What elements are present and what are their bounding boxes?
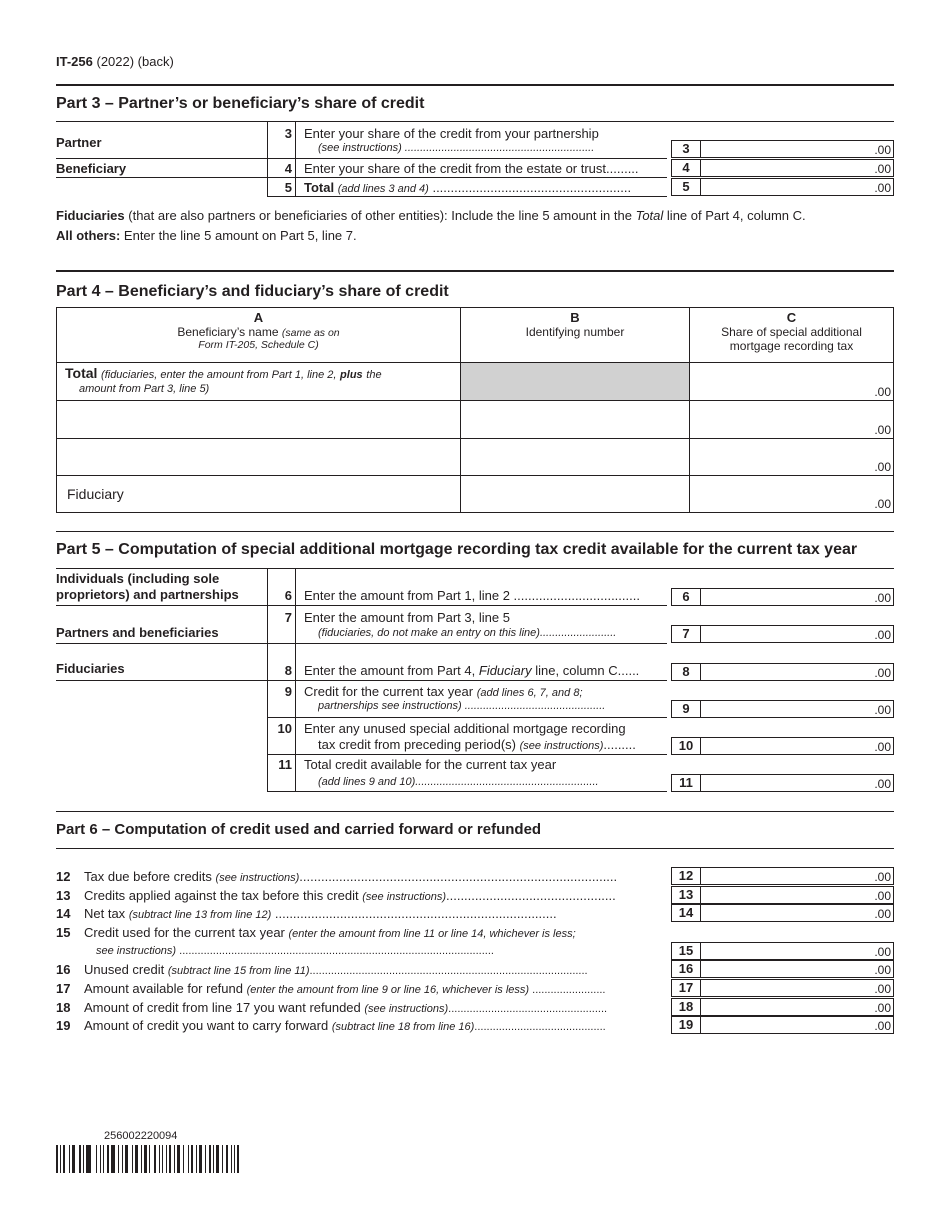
line-text: Unused credit [84, 962, 165, 977]
line-7-sub: (fiduciaries, do not make an entry on this line)......................... [318, 627, 617, 639]
line-text: Amount of credit you want to carry forward [84, 1018, 329, 1033]
leader-dots: .................................................... [448, 1003, 608, 1015]
divider [267, 196, 667, 197]
total-label: Total [65, 365, 98, 381]
note-text: Enter the line 5 amount on Part 5, line 7. [123, 228, 357, 243]
line-17-amount-field[interactable] [671, 979, 894, 997]
line-3-amount-field[interactable] [671, 140, 894, 158]
line-number: 10 [277, 721, 292, 736]
line-7-amount-field[interactable] [671, 625, 894, 643]
amount-cents: .00 [874, 889, 891, 903]
leader-dots: ......... [603, 737, 636, 752]
leader-dots: .............................................................................. [271, 906, 557, 921]
line-number: 15 [56, 925, 71, 940]
fiduciaries-note [56, 208, 806, 223]
column-label: mortgage recording tax [729, 339, 854, 353]
line-italic: (enter the amount from line 9 or line 16, whichever is less) [246, 984, 530, 996]
line-4-text: Enter your share of the credit from the estate or trust......... [304, 161, 639, 176]
line-italic: (add lines 6, 7, and 8; [476, 687, 583, 699]
amount-cents: .00 [874, 1001, 891, 1015]
beneficiary-label: Beneficiary [56, 161, 127, 176]
column-a-header [56, 307, 461, 363]
beneficiary-name-field[interactable] [56, 438, 461, 476]
amount-cents: .00 [874, 143, 891, 157]
leader-dots: ............................................... [446, 888, 616, 903]
fiduciary-label: Fiduciary [67, 486, 124, 502]
line-16-text [84, 962, 665, 977]
column-letter: A [253, 310, 264, 325]
column-b-header [460, 307, 690, 363]
line-7-text: Enter the amount from Part 3, line 5 [304, 610, 510, 625]
total-label: Total [304, 180, 335, 195]
box-number: 19 [672, 1017, 701, 1033]
column-label: Beneficiary’s name [177, 325, 279, 339]
line-12-amount-field[interactable] [671, 867, 894, 885]
line-number: 5 [284, 180, 292, 195]
line-3-text: Enter your share of the credit from your partnership [304, 126, 599, 141]
line-number: 13 [56, 888, 71, 903]
line-italic: (see instructions) [364, 1003, 449, 1015]
line-17-text [84, 981, 665, 996]
line-italic: (see instructions) [362, 891, 446, 903]
divider [56, 84, 894, 86]
line-14-text [84, 906, 665, 921]
box-number: 3 [672, 141, 701, 157]
line-text: Amount of credit from line 17 you want refunded [84, 1000, 361, 1015]
amount-cents: .00 [874, 703, 891, 717]
amount-cents: .00 [874, 591, 891, 605]
amount-cents: .00 [874, 423, 891, 437]
line-italic: (enter the amount from line 11 or line 14, whichever is less; [288, 928, 576, 940]
leader-dots: ........................................................................................... [309, 965, 588, 977]
barcode-icon [56, 1145, 240, 1176]
line-10-amount-field[interactable] [671, 737, 894, 755]
box-number: 5 [672, 179, 701, 195]
divider [56, 531, 894, 532]
line-text: tax credit from preceding period(s) [318, 737, 516, 752]
note-label: Fiduciaries [56, 208, 125, 223]
column-note: Form IT-205, Schedule C) [198, 339, 319, 351]
line-number: 17 [56, 981, 71, 996]
box-number: 12 [672, 868, 701, 884]
leader-dots: ....................................................... [428, 180, 632, 195]
line-number: 7 [284, 610, 292, 625]
form-year: (2022) (back) [96, 54, 174, 69]
line-text: Tax due before credits [84, 869, 212, 884]
line-10-sub [318, 737, 664, 752]
amount-cents: .00 [874, 628, 891, 642]
box-number: 7 [672, 626, 701, 642]
line-6-amount-field[interactable] [671, 588, 894, 606]
line-14-amount-field[interactable] [671, 904, 894, 922]
amount-cents: .00 [874, 385, 891, 399]
line-19-text [84, 1018, 665, 1033]
note-label: All others: [56, 228, 121, 243]
divider [56, 270, 894, 272]
total-row-id-shaded [460, 362, 690, 401]
total-row-label [56, 362, 461, 401]
others-note [56, 228, 357, 243]
line-number: 18 [56, 1000, 71, 1015]
amount-cents: .00 [874, 460, 891, 474]
line-number: 19 [56, 1018, 71, 1033]
share-amount-field[interactable] [689, 475, 894, 513]
line-18-amount-field[interactable] [671, 998, 894, 1016]
line-text: Credit for the current tax year [304, 684, 474, 699]
column-letter: B [570, 310, 580, 325]
total-note-plus: plus [340, 369, 363, 381]
line-13-amount-field[interactable] [671, 886, 894, 904]
amount-cents: .00 [874, 870, 891, 884]
line-text: Amount available for refund [84, 981, 243, 996]
divider [56, 680, 667, 681]
line-15-sub [96, 945, 665, 957]
line-9-amount-field[interactable] [671, 700, 894, 718]
amount-cents: .00 [874, 1019, 891, 1033]
amount-cents: .00 [874, 982, 891, 996]
line-number: 3 [284, 126, 292, 141]
box-number: 14 [672, 905, 701, 921]
line-number: 8 [284, 663, 292, 678]
divider [267, 754, 667, 755]
partner-label: Partner [56, 135, 102, 150]
divider [295, 121, 296, 197]
fiduciary-name-field[interactable] [56, 475, 461, 513]
divider [56, 848, 894, 849]
line-number: 6 [284, 588, 292, 603]
box-number: 9 [672, 701, 701, 717]
box-number: 4 [672, 160, 701, 176]
divider [56, 568, 894, 569]
identifying-number-field[interactable] [460, 475, 690, 513]
divider [267, 791, 667, 792]
line-11-text: Total credit available for the current tax year [304, 757, 557, 772]
amount-cents: .00 [874, 777, 891, 791]
line-italic: (subtract line 15 from line 11) [167, 965, 310, 977]
line-11-sub: (add lines 9 and 10)............................................................ [318, 776, 599, 788]
divider [56, 158, 667, 159]
line-text: line, column C...... [535, 663, 640, 678]
leader-dots: ........................................... [474, 1021, 606, 1033]
fiduciaries-label: Fiduciaries [56, 661, 125, 676]
line-8-amount-field[interactable] [671, 663, 894, 681]
amount-cents: .00 [874, 907, 891, 921]
column-c-header [689, 307, 894, 363]
barcode-number: 256002220094 [104, 1130, 178, 1142]
line-12-text [84, 869, 665, 884]
line-number: 4 [284, 161, 292, 176]
divider [56, 605, 667, 606]
line-6-text: Enter the amount from Part 1, line 2 ................................... [304, 588, 640, 603]
line-italic: see instructions) [96, 945, 177, 957]
line-11-amount-field[interactable] [671, 774, 894, 792]
line-19-amount-field[interactable] [671, 1016, 894, 1034]
line-15-text [84, 925, 576, 940]
leader-dots: ........................................................................................ [299, 869, 618, 884]
box-number: 15 [672, 943, 701, 959]
note-text: line of Part 4, column C. [666, 208, 806, 223]
note-italic: Total [635, 208, 664, 223]
amount-cents: .00 [874, 497, 891, 511]
column-letter: C [786, 310, 797, 325]
total-note: (fiduciaries, enter the amount from Part 1, line 2, [101, 369, 337, 381]
amount-cents: .00 [874, 963, 891, 977]
line-3-sub: (see instructions) .............................................................. [318, 142, 595, 154]
divider [267, 717, 667, 718]
line-number: 11 [278, 757, 292, 772]
divider [56, 643, 667, 644]
note-text: (that are also partners or beneficiaries of other entities): Include the line 5 amount in the [128, 208, 632, 223]
leader-dots: ....................................................................................................... [176, 945, 494, 957]
line-text: Credits applied against the tax before this credit [84, 888, 359, 903]
line-18-text [84, 1000, 665, 1015]
box-number: 17 [672, 980, 701, 996]
box-number: 8 [672, 664, 701, 680]
box-number: 13 [672, 887, 701, 903]
divider [56, 121, 894, 122]
line-italic: (see instructions) [519, 740, 604, 752]
box-number: 16 [672, 961, 701, 977]
line-13-text [84, 888, 665, 903]
individuals-label: Individuals (including sole [56, 571, 220, 586]
amount-cents: .00 [874, 666, 891, 680]
divider [56, 177, 667, 178]
part6-title: Part 6 – Computation of credit used and carried forward or refunded [56, 821, 542, 838]
line-9-text [304, 684, 583, 699]
form-id: IT-256 [56, 54, 93, 69]
line-italic: Fiduciary [478, 663, 532, 678]
identifying-number-field[interactable] [460, 400, 690, 439]
box-number: 6 [672, 589, 701, 605]
divider [56, 811, 894, 812]
line-10-text: Enter any unused special additional mortgage recording [304, 721, 626, 736]
line-number: 14 [56, 906, 71, 921]
line-8-text [304, 663, 664, 678]
line-text: Net tax [84, 906, 126, 921]
leader-dots: ........................ [529, 984, 606, 996]
total-note: (add lines 3 and 4) [337, 183, 429, 195]
partners-label: Partners and beneficiaries [56, 625, 219, 640]
line-italic: (subtract line 13 from line 12) [128, 909, 272, 921]
part3-title: Part 3 – Partner’s or beneficiary’s share of credit [56, 95, 425, 112]
amount-cents: .00 [874, 181, 891, 195]
line-number: 9 [284, 684, 292, 699]
part5-title: Part 5 – Computation of special additional mortgage recording tax credit available for the current tax year [56, 541, 858, 558]
line-text: Credit used for the current tax year [84, 925, 285, 940]
total-note: the [366, 369, 382, 381]
line-16-amount-field[interactable] [671, 960, 894, 978]
amount-cents: .00 [874, 162, 891, 176]
line-5-text [304, 180, 664, 195]
line-italic: (see instructions) [215, 872, 300, 884]
part4-title: Part 4 – Beneficiary’s and fiduciary’s share of credit [56, 283, 449, 300]
box-number: 11 [672, 775, 701, 791]
line-5-amount-field[interactable] [671, 178, 894, 196]
identifying-number-field[interactable] [460, 438, 690, 476]
line-number: 16 [56, 962, 71, 977]
beneficiary-name-field[interactable] [56, 400, 461, 439]
line-4-amount-field[interactable] [671, 159, 894, 177]
column-note: (same as on [281, 327, 340, 339]
box-number: 18 [672, 999, 701, 1015]
column-label: Identifying number [525, 325, 625, 339]
form-header [56, 54, 174, 69]
individuals-label: proprietors) and partnerships [56, 587, 239, 602]
line-15-amount-field[interactable] [671, 942, 894, 960]
line-number: 12 [56, 869, 71, 884]
share-amount-field[interactable] [689, 438, 894, 476]
amount-cents: .00 [874, 945, 891, 959]
total-row-amount-field[interactable] [689, 362, 894, 401]
share-amount-field[interactable] [689, 400, 894, 439]
line-text: Enter the amount from Part 4, [304, 663, 476, 678]
column-label: Share of special additional [721, 325, 862, 339]
line-italic: (subtract line 18 from line 16) [331, 1021, 475, 1033]
box-number: 10 [672, 738, 701, 754]
line-9-sub: partnerships see instructions) .............................................. [318, 700, 606, 712]
total-note: amount from Part 3, line 5) [79, 383, 210, 395]
amount-cents: .00 [874, 740, 891, 754]
